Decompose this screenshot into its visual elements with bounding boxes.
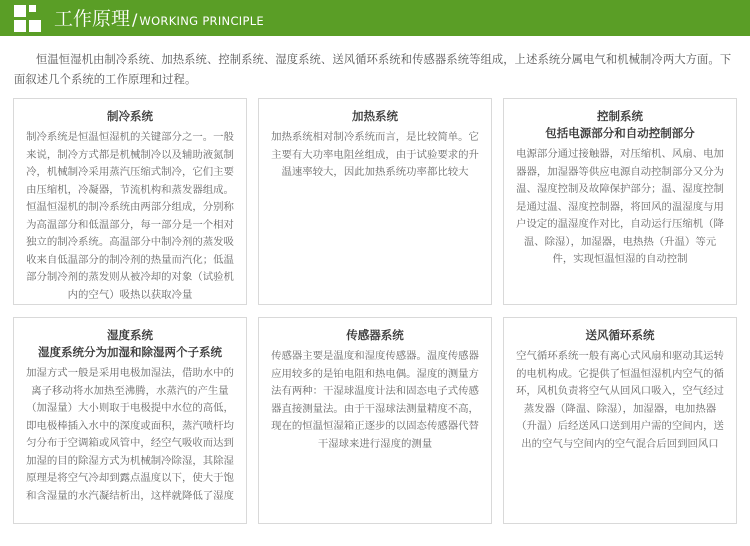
title-separator: / xyxy=(132,10,138,29)
intro-paragraph: 恒温恒湿机由制冷系统、加热系统、控制系统、湿度系统、送风循环系统和传感器系统等组成，上述系统分属电气和机械制冷两大方面。下面叙述几个系统的工作原理和过程。 xyxy=(14,53,732,86)
card-body: 加湿方式一般是采用电极加湿法，借助水中的离子移动将水加热至沸腾，水蒸汽的产生量（加湿量）大小则取于电极提中水位的高低，即电极棒插入水中的深度或面积，蒸汽喷杆均匀分布于空调箱或风管中，经空气吸收而达到加湿的目的除湿方式为机械制冷除湿，其除湿原理是将空气冷却到露点温度以下，使大于饱和含湿量的水汽凝结析出，这样就降低了湿度 xyxy=(26,367,234,502)
card-title: 控制系统 xyxy=(597,109,643,123)
card-humidity xyxy=(13,317,247,524)
card-refrigeration xyxy=(13,98,247,305)
page-title xyxy=(54,6,264,32)
title-chinese: 工作原理 xyxy=(54,8,131,30)
card-title: 加热系统 xyxy=(352,109,398,123)
card-title: 湿度系统 xyxy=(107,328,153,342)
card-subtitle: 湿度系统分为加湿和除湿两个子系统 xyxy=(38,345,222,359)
card-body: 制冷系统是恒温恒湿机的关键部分之一。一般来说，制冷方式都是机械制冷以及辅助液氮制冷，机械制冷采用蒸汽压缩式制冷，它们主要由压缩机，冷凝器，节流机构和蒸发器组成。恒温恒湿机的制冷系统由两部分组成，分别称为高温部分和低温部分，每一部分是一个相对独立的制冷系统。高温部分中制冷剂的蒸发吸收来自低温部分的制冷剂的热量而汽化；低温部分制冷剂的蒸发则从被冷却的对象（试验机内的空气）吸热以获取冷量 xyxy=(26,131,234,301)
card-air-circulation xyxy=(503,317,737,524)
card-body: 电源部分通过接触器，对压缩机、风扇、电加器器，加湿器等供应电源自动控制部分又分为温、湿度控制及故障保护部分；温、湿度控制是通过温、湿度控制器，将回风的温湿度与用户设定的温湿度作对比，自动运行压缩机（降温、除湿），加湿器，电热热（升温）等元件，实现恒温恒湿的自动控制 xyxy=(516,148,724,265)
title-english: WORKING PRINCIPLE xyxy=(139,14,264,28)
card-body: 空气循环系统一般有离心式风扇和驱动其运转的电机构成。它提供了恒温恒湿机内空气的循环，风机负责将空气从回风口吸入，空气经过蒸发器（降温、除湿），加湿器，电加热器（升温）后经送风口送到用户需的空间内，送出的空气与空间内的空气混合后回到回风口 xyxy=(516,350,724,450)
grid-squares-icon xyxy=(14,5,42,33)
card-control xyxy=(503,98,737,305)
card-body: 传感器主要是温度和湿度传感器。温度传感器应用较多的是铂电阻和热电偶。湿度的测量方法有两种：干湿球温度计法和固态电子式传感器直接测量法。由于干湿球法测量精度不高，现在的恒温恒湿箱正逐步的以固态传感器代替干湿球来进行湿度的测量 xyxy=(271,350,479,450)
card-body: 加热系统相对制冷系统而言，是比较简单。它主要有大功率电阻丝组成，由于试验要求的升温速率较大，因此加热系统功率都比较大 xyxy=(271,131,479,178)
card-title: 制冷系统 xyxy=(107,109,153,123)
card-title: 传感器系统 xyxy=(346,328,404,342)
card-sensor xyxy=(258,317,492,524)
card-subtitle: 包括电源部分和自动控制部分 xyxy=(545,126,695,140)
card-title: 送风循环系统 xyxy=(585,328,655,342)
card-heating xyxy=(258,98,492,305)
section-header xyxy=(0,0,750,40)
